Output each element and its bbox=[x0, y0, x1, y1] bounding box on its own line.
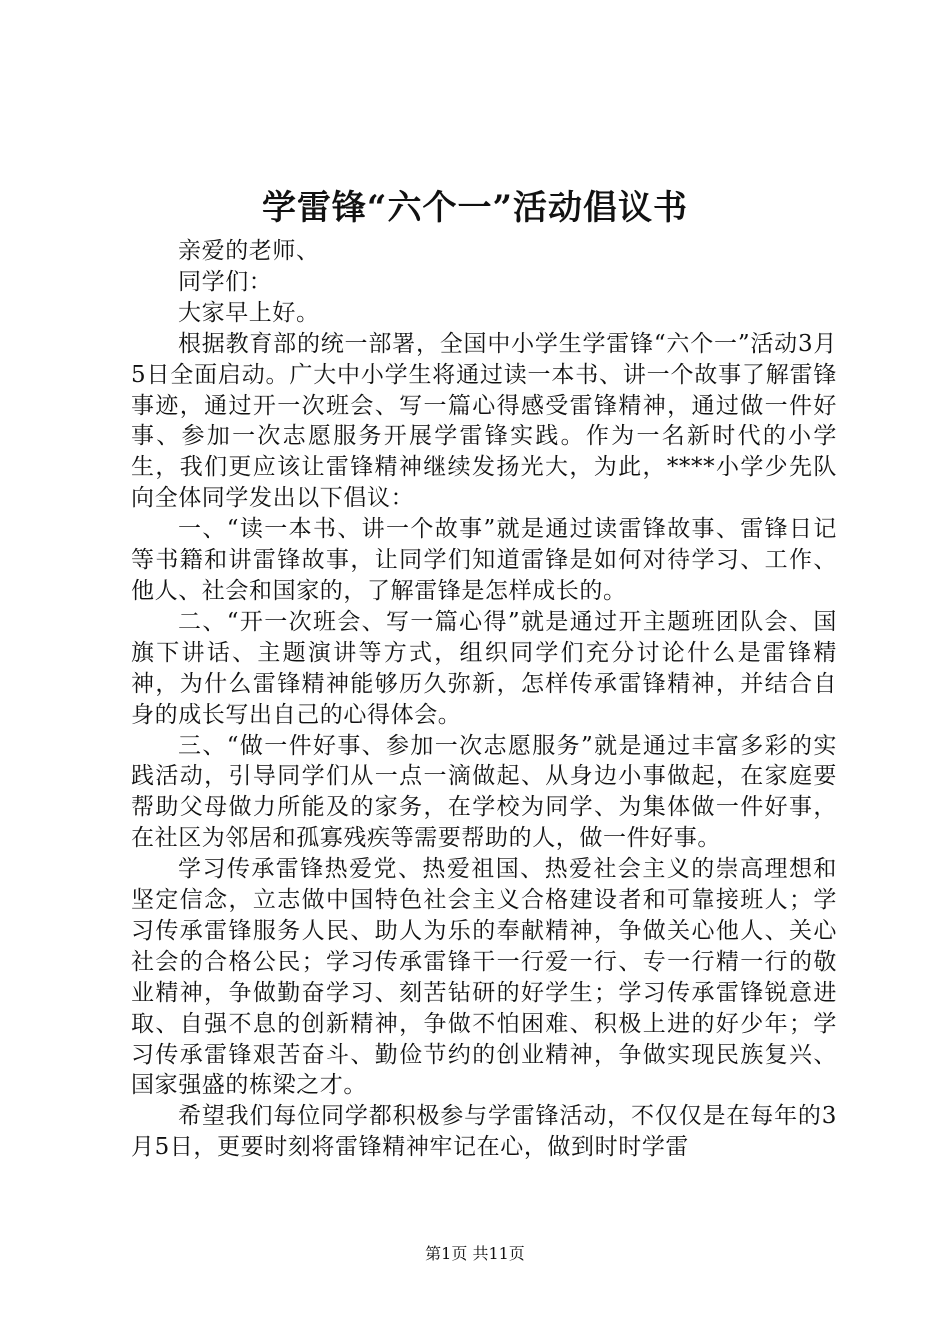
body-paragraph: 学习传承雷锋热爱党、热爱祖国、热爱社会主义的崇高理想和坚定信念，立志做中国特色社会主义合格建设者和可靠接班人；学习传承雷锋服务人民、助人为乐的奉献精神，争做关心他人、关心社会的合格公民；学习传承雷锋干一行爱一行、专一行精一行的敬业精神，争做勤奋学习、刻苦钻研的好学生；学习传承雷锋锐意进取、自强不息的创新精神，争做不怕困难、积极上进的好少年；学习传承雷锋艰苦奋斗、勤俭节约的创业精神，争做实现民族复兴、国家强盛的栋梁之才。 bbox=[131, 856, 837, 1099]
body-paragraph: 一、“读一本书、讲一个故事”就是通过读雷锋故事、雷锋日记等书籍和讲雷锋故事，让同学们知道雷锋是如何对待学习、工作、他人、社会和国家的，了解雷锋是怎样成长的。 bbox=[131, 516, 837, 604]
greeting-line: 大家早上好。 bbox=[178, 299, 320, 326]
document-body bbox=[131, 236, 837, 1163]
body-paragraph: 二、“开一次班会、写一篇心得”就是通过开主题班团队会、国旗下讲话、主题演讲等方式，组织同学们充分讨论什么是雷锋精神，为什么雷锋精神能够历久弥新，怎样传承雷锋精神，并结合自身的成长写出自己的心得体会。 bbox=[131, 608, 837, 728]
greeting-line: 同学们： bbox=[178, 268, 273, 295]
body-paragraph: 根据教育部的统一部署，全国中小学生学雷锋“六个一”活动3月5日全面启动。广大中小学生将通过读一本书、讲一个故事了解雷锋事迹，通过开一次班会、写一篇心得感受雷锋精神，通过做一件好事、参加一次志愿服务开展学雷锋实践。作为一名新时代的小学生，我们更应该让雷锋精神继续发扬光大，为此，****小学少先队向全体同学发出以下倡议： bbox=[131, 330, 837, 512]
page-number-footer: 第1页 共11页 bbox=[425, 1244, 525, 1263]
body-paragraph: 希望我们每位同学都积极参与学雷锋活动，不仅仅是在每年的3月5日，更要时刻将雷锋精神牢记在心，做到时时学雷 bbox=[131, 1103, 837, 1161]
greeting-line: 亲爱的老师、 bbox=[178, 238, 320, 264]
document-title: 学雷锋“六个一”活动倡议书 bbox=[261, 188, 689, 228]
body-paragraph: 三、“做一件好事、参加一次志愿服务”就是通过丰富多彩的实践活动，引导同学们从一点一滴做起、从身边小事做起，在家庭要帮助父母做力所能及的家务，在学校为同学、为集体做一件好事，在社区为邻居和孤寡残疾等需要帮助的人，做一件好事。 bbox=[131, 732, 837, 852]
